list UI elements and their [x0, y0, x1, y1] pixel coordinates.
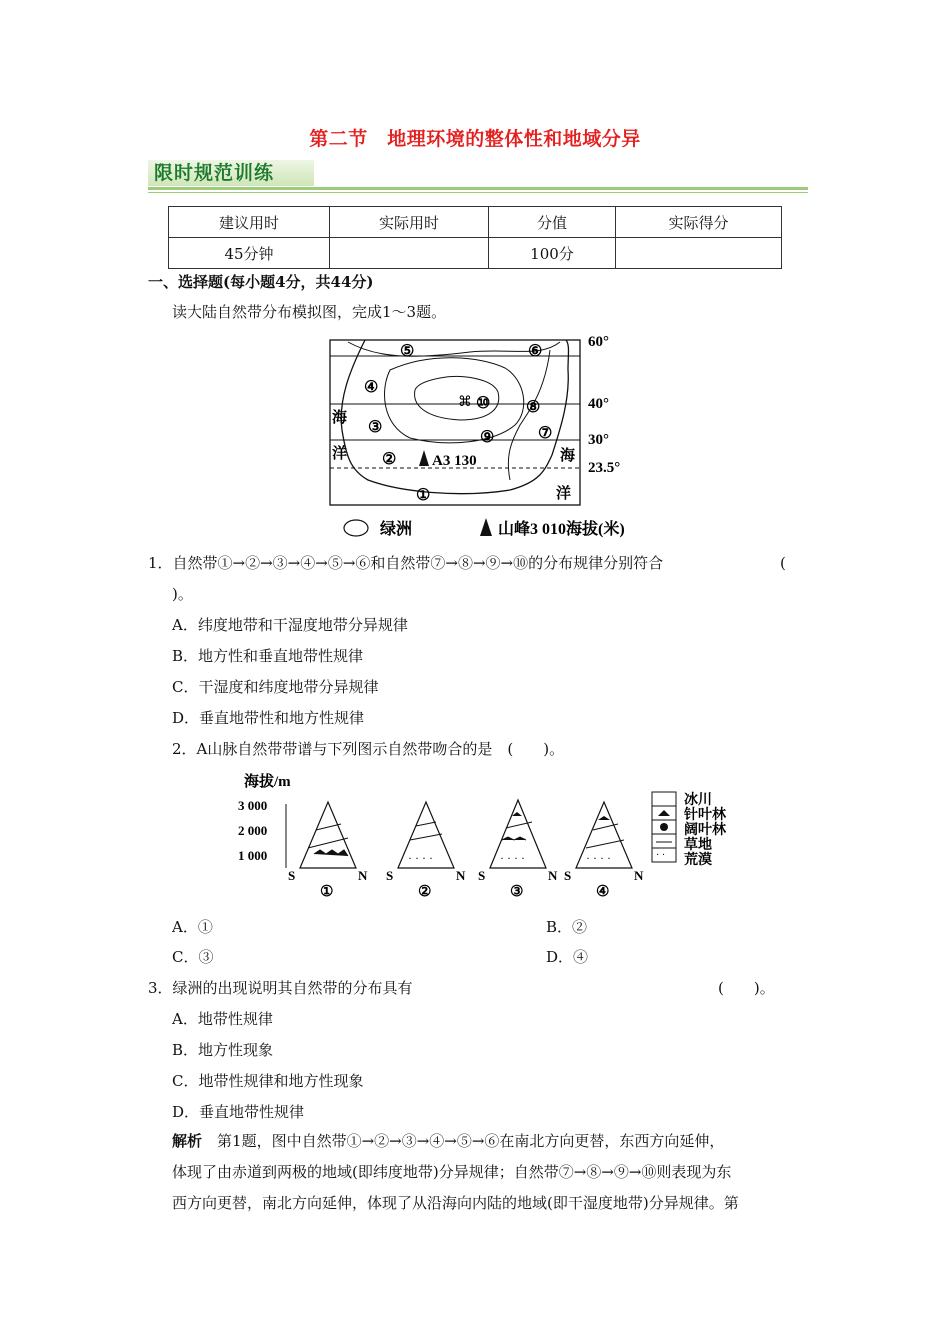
svg-text:· ·: · ·	[656, 850, 666, 861]
q3-option-a: A．地带性规律	[172, 1010, 273, 1028]
q3-paren: ( )。	[718, 979, 775, 997]
zone-6: ⑥	[528, 343, 543, 360]
q1-option-b: B．地方性和垂直地带性规律	[172, 647, 364, 665]
analysis-line-2: 体现了由赤道到两极的地域(即纬度地带)分异规律；自然带⑦→⑧→⑨→⑩则表现为东	[172, 1163, 732, 1181]
zone-10: ⑩	[476, 395, 491, 412]
svg-text:S: S	[478, 868, 486, 883]
svg-text:S: S	[564, 868, 572, 883]
legend-conifer: 针叶林	[684, 808, 726, 823]
analysis-line-1: 解析 第1题，图中自然带①→②→③→④→⑤→⑥在南北方向更替，东西方向延伸，	[172, 1132, 725, 1150]
practice-banner: 限时规范训练	[148, 160, 314, 186]
legend-broadleaf: 阔叶林	[684, 823, 726, 838]
header-actual-score: 实际得分	[616, 207, 782, 238]
ytick-2000: 2 000	[238, 823, 268, 838]
q3-option-c: C．地带性规律和地方性现象	[172, 1072, 364, 1090]
svg-text:N: N	[456, 868, 466, 883]
svg-text:N: N	[634, 868, 644, 883]
q1-paren-open: (	[780, 554, 786, 572]
legend-desert: 荒漠	[684, 853, 712, 868]
zone-1: ①	[416, 487, 431, 504]
panel-label-1: ①	[320, 884, 334, 900]
q2-stem: 2．A山脉自然带带谱与下列图示自然带吻合的是 ( )。	[172, 740, 565, 758]
zone-3: ③	[368, 419, 383, 436]
sea-left-1: 海	[332, 410, 348, 426]
q2-option-b: B．②	[546, 918, 588, 936]
panel-2	[386, 802, 466, 900]
analysis-label: 解析	[172, 1132, 203, 1150]
q2-option-a: A．①	[172, 918, 213, 936]
continent-zone-map	[320, 330, 650, 545]
q1-option-a: A．纬度地带和干湿度地带分异规律	[172, 616, 408, 634]
zone-9: ⑨	[480, 429, 495, 446]
peak-label: A3 130	[432, 453, 477, 469]
q1-paren-close: )。	[172, 585, 193, 603]
lat-label-23: 23.5°	[588, 460, 621, 476]
svg-text:S: S	[386, 868, 394, 883]
panel-3	[478, 800, 558, 900]
panel-label-4: ④	[596, 884, 610, 900]
page-title: 第二节 地理环境的整体性和地域分异	[309, 128, 641, 150]
q1-option-c: C．干湿度和纬度地带分异规律	[172, 678, 379, 696]
oasis-symbol: ⌘	[458, 395, 472, 410]
table-header-row	[169, 207, 782, 238]
intro-text: 读大陆自然带分布模拟图，完成1～3题。	[172, 303, 447, 321]
table-row	[169, 238, 782, 269]
legend-peak-label: 山峰3 010海拔(米)	[498, 521, 625, 538]
cell-actual-score	[616, 238, 782, 269]
panel-4	[564, 802, 644, 900]
zone-7: ⑦	[538, 425, 553, 442]
chart-legend	[652, 792, 727, 868]
q3-option-d: D．垂直地带性规律	[172, 1103, 305, 1121]
header-suggested-time: 建议用时	[169, 207, 330, 238]
header-actual-time: 实际用时	[330, 207, 489, 238]
ytick-3000: 3 000	[238, 798, 268, 813]
cell-score-value: 100分	[489, 238, 616, 269]
sea-right-1: 海	[560, 448, 576, 464]
legend-oasis-label: 绿洲	[380, 521, 413, 538]
q1-stem: 1．自然带①→②→③→④→⑤→⑥和自然带⑦→⑧→⑨→⑩的分布规律分别符合	[148, 554, 664, 572]
cell-suggested-time: 45分钟	[169, 238, 330, 269]
header-score-value: 分值	[489, 207, 616, 238]
analysis-block	[172, 1126, 812, 1219]
sea-left-2: 洋	[332, 446, 348, 462]
svg-text:· · · ·: · · · ·	[408, 851, 433, 865]
panel-label-2: ②	[418, 884, 432, 900]
q3-stem: 3．绿洲的出现说明其自然带的分布具有	[148, 979, 413, 997]
lat-label-60: 60°	[588, 334, 609, 350]
zone-5: ⑤	[400, 343, 415, 360]
legend-grassland: 草地	[684, 838, 712, 853]
analysis-line-3: 西方向更替，南北方向延伸，体现了从沿海向内陆的地域(即干湿度地带)分异规律。第	[172, 1194, 739, 1212]
q1-option-d: D．垂直地带性和地方性规律	[172, 709, 365, 727]
q2-option-d: D．④	[546, 948, 589, 966]
vertical-zone-chart	[238, 768, 758, 908]
zone-4: ④	[364, 379, 379, 396]
legend-glacier: 冰川	[684, 793, 712, 808]
sea-right-2: 洋	[556, 486, 572, 502]
q2-option-c: C．③	[172, 948, 214, 966]
chart-ylabel: 海拔/m	[244, 774, 291, 790]
svg-text:· · · ·: · · · ·	[586, 851, 611, 865]
oasis-legend-icon	[344, 520, 368, 536]
svg-text:N: N	[548, 868, 558, 883]
peak-legend-icon	[480, 518, 492, 536]
banner-rule-thin	[148, 192, 808, 193]
zone-8: ⑧	[526, 399, 541, 416]
svg-text:· · · ·: · · · ·	[500, 851, 525, 865]
panel-1	[288, 802, 368, 900]
svg-text:S: S	[288, 868, 296, 883]
score-table	[168, 206, 782, 269]
ytick-1000: 1 000	[238, 848, 268, 863]
lat-label-40: 40°	[588, 396, 609, 412]
q3-option-b: B．地方性现象	[172, 1041, 274, 1059]
lat-label-30: 30°	[588, 432, 609, 448]
svg-text:N: N	[358, 868, 368, 883]
cell-actual-time	[330, 238, 489, 269]
banner-rule	[148, 187, 808, 190]
section-heading: 一、选择题(每小题4分，共44分)	[148, 273, 374, 291]
panel-label-3: ③	[510, 884, 524, 900]
zone-2: ②	[382, 451, 397, 468]
